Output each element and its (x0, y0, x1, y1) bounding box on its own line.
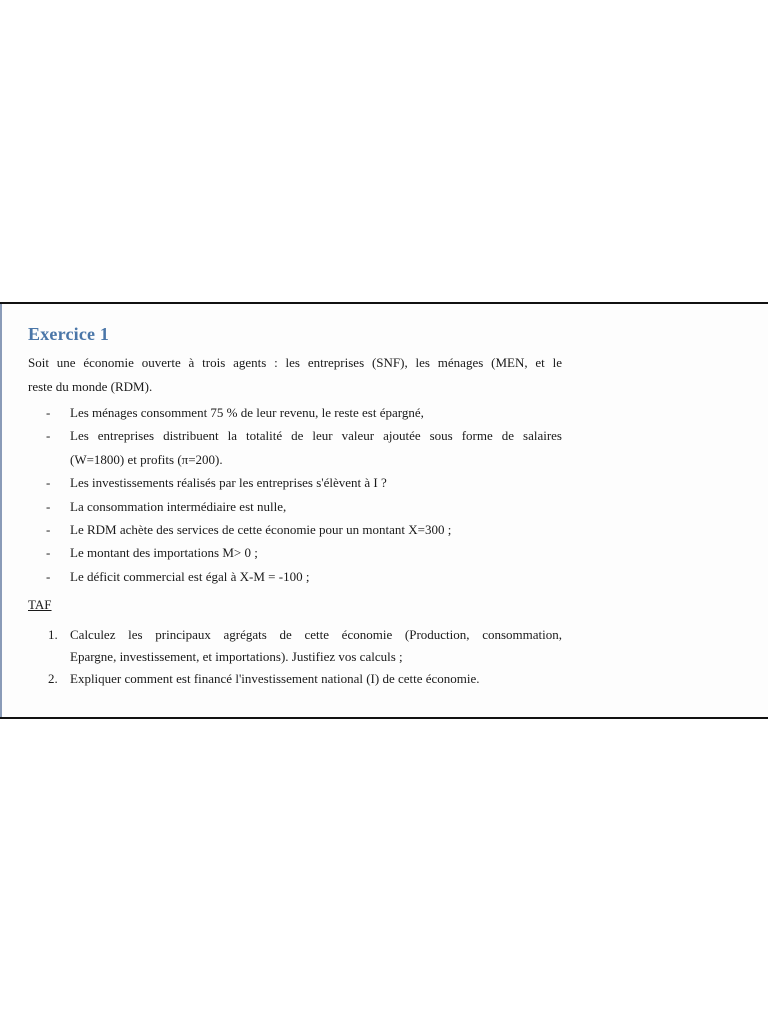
list-item-text: La consommation intermédiaire est nulle, (70, 498, 287, 514)
list-item (28, 495, 562, 518)
list-item (28, 541, 562, 564)
task-number: 2. (48, 671, 58, 686)
intro-line-2: reste du monde (RDM). (28, 379, 153, 394)
bullet-dash: - (46, 475, 51, 491)
list-item-text: Le RDM achète des services de cette économie pour un montant X=300 ; (70, 522, 452, 538)
bullet-dash: - (46, 428, 51, 444)
task-text: Expliquer comment est financé l'investissement national (I) de cette économie. (70, 671, 480, 686)
intro-paragraph (28, 351, 562, 399)
bullet-dash: - (46, 568, 51, 584)
intro-line-1: Soit une économie ouverte à trois agents : les entreprises (SNF), les ménages (MEN, et le (28, 355, 562, 370)
exercise-title: Exercice 1 (28, 324, 110, 344)
bullet-dash: - (46, 545, 51, 561)
task-text-line-1: Calculez les principaux agrégats de cette économie (Production, consommation, (70, 627, 562, 642)
list-item (28, 565, 562, 588)
bullet-dash: - (46, 498, 51, 514)
tasks-list (28, 624, 562, 690)
list-item (28, 401, 562, 424)
task-item (28, 668, 562, 690)
task-number: 1. (48, 627, 58, 642)
list-item-text: Le déficit commercial est égal à X-M = -100 ; (70, 568, 310, 584)
list-item-text: Les investissements réalisés par les entreprises s'élèvent à I ? (70, 475, 387, 491)
list-item-text-line-1: Les entreprises distribuent la totalité de leur valeur ajoutée sous forme de salaires (70, 428, 562, 444)
taf-heading: TAF (28, 597, 52, 612)
list-item-text: Le montant des importations M> 0 ; (70, 545, 258, 561)
list-item-text: Les ménages consomment 75 % de leur revenu, le reste est épargné, (70, 405, 424, 420)
task-text-line-2: Epargne, investissement, et importations). Justifiez vos calculs ; (70, 649, 403, 664)
bullet-dash: - (46, 405, 51, 420)
task-item (28, 624, 562, 668)
exercise-document (0, 302, 768, 719)
list-item-text-line-2: (W=1800) et profits (π=200). (70, 451, 223, 467)
left-edge-shade (0, 304, 2, 717)
list-item (28, 471, 562, 494)
list-item (28, 424, 562, 471)
givens-list (28, 401, 562, 588)
list-item (28, 518, 562, 541)
bullet-dash: - (46, 522, 51, 538)
